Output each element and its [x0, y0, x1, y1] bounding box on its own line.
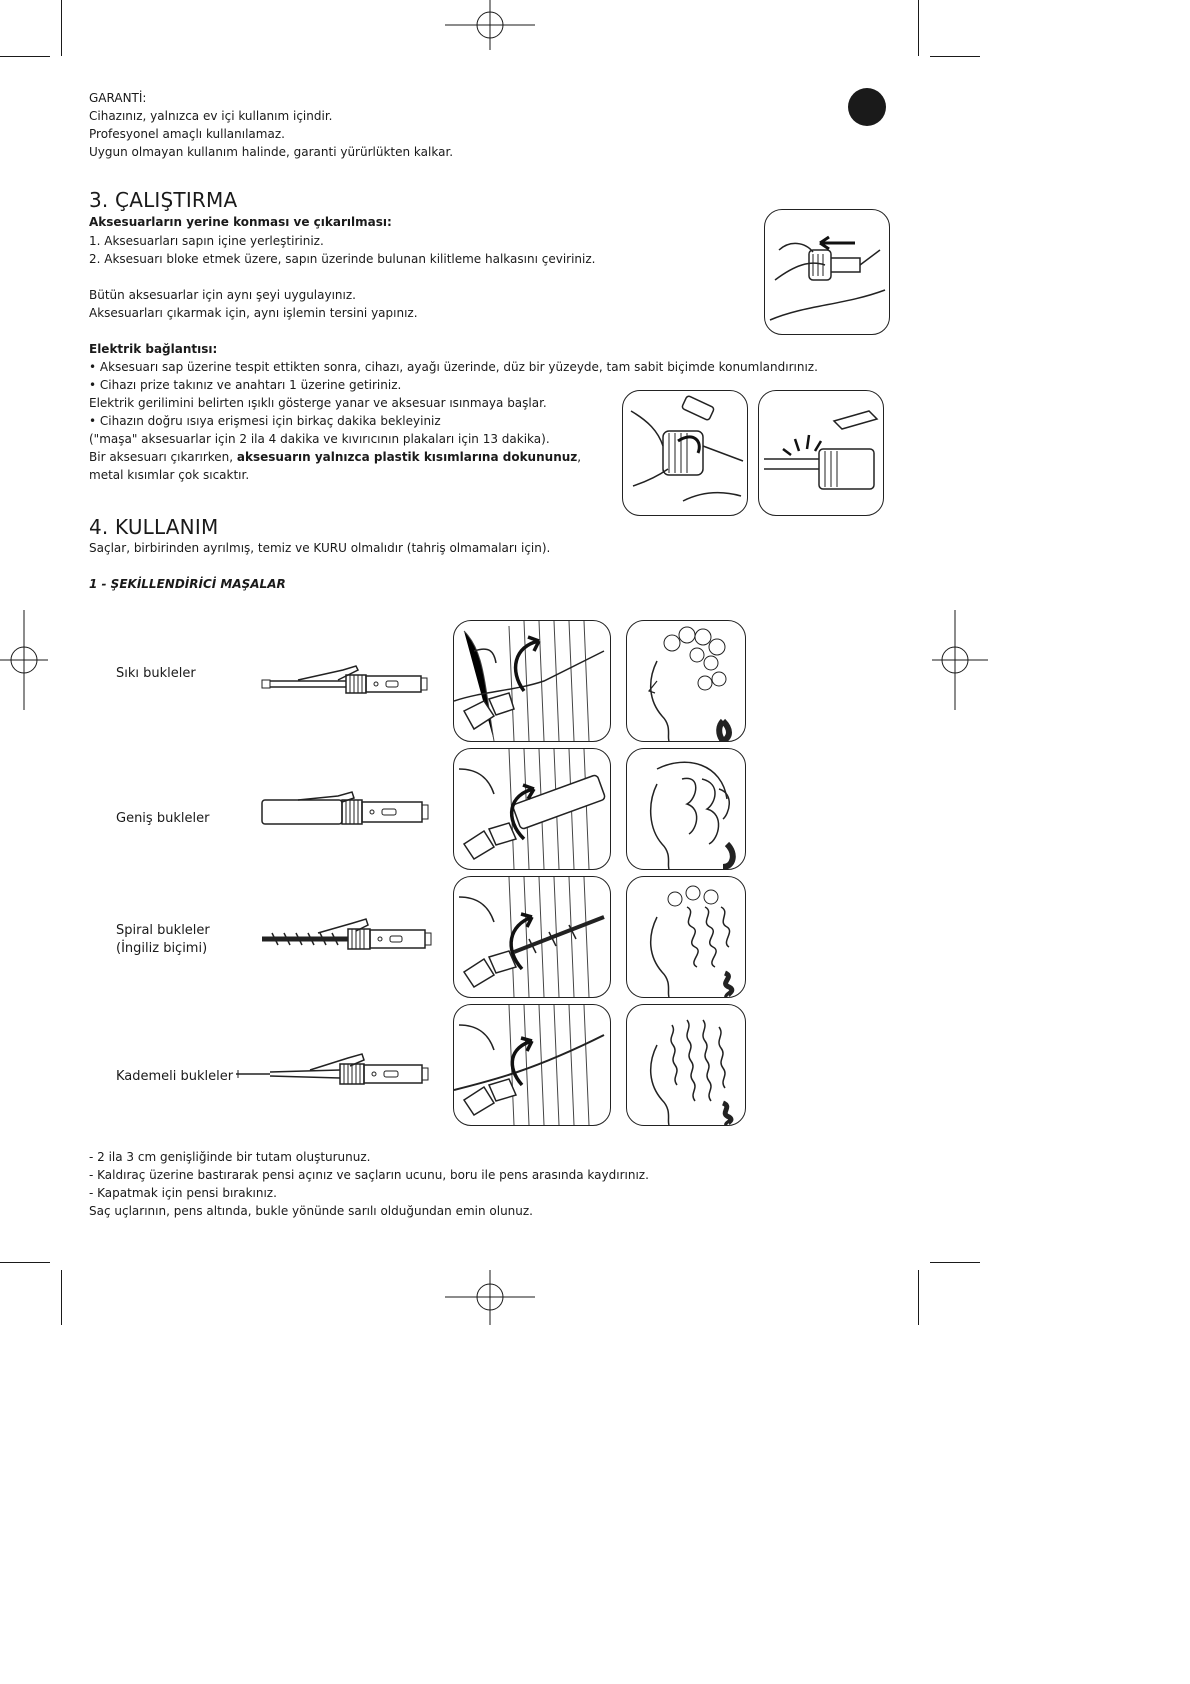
warning-line-2: metal kısımlar çok sıcaktır.	[89, 468, 250, 482]
curl-type-label: Geniş bukleler	[116, 811, 210, 826]
illustration-curling-technique	[453, 748, 611, 870]
warranty-line: Uygun olmayan kullanım halinde, garanti yürürlükten kalkar.	[89, 145, 454, 159]
registration-mark-right	[930, 610, 990, 710]
usage-step: - Kaldıraç üzerine bastırarak pensi açınız ve saçların ucunu, boru ile pens arasında kaydırınız.	[89, 1168, 649, 1182]
registration-mark-top	[440, 0, 540, 60]
tong-loose-curls	[258, 788, 440, 838]
curl-type-label-2: (İngiliz biçimi)	[116, 941, 208, 956]
electric-line: • Cihazın doğru ısıya erişmesi için birkaç dakika bekleyiniz	[89, 414, 441, 428]
registration-mark-bottom	[440, 1270, 540, 1330]
accessories-line: Aksesuarları çıkarmak için, aynı işlemin tersini yapınız.	[89, 306, 418, 320]
tong-spiral-curls	[258, 915, 440, 961]
crop-mark	[0, 1262, 50, 1263]
warning-suffix: ,	[577, 450, 582, 464]
warning-line	[89, 448, 581, 466]
crop-mark	[0, 56, 50, 57]
illustration-result-graduated-curls	[626, 1004, 746, 1126]
illustration-result-tight-curls	[626, 620, 746, 742]
electric-line: • Cihazı prize takınız ve anahtarı 1 üzerine getiriniz.	[89, 378, 402, 392]
tong-graduated-curls	[230, 1050, 442, 1096]
crop-mark	[930, 56, 980, 57]
usage-subheading: 1 - ŞEKİLLENDİRİCİ MAŞALAR	[89, 577, 286, 591]
electric-line: ("maşa" aksesuarlar için 2 ila 4 dakika ve kıvırıcının plakaları için 13 dakika).	[89, 432, 550, 446]
accessories-line: 2. Aksesuarı bloke etmek üzere, sapın üzerinde bulunan kilitleme halkasını çeviriniz.	[89, 252, 596, 266]
usage-step: - Kapatmak için pensi bırakınız.	[89, 1186, 277, 1200]
usage-intro: Saçlar, birbirinden ayrılmış, temiz ve KURU olmalıdır (tahriş olmamaları için).	[89, 541, 551, 555]
warning-bold: aksesuarın yalnızca plastik kısımlarına dokununuz	[236, 450, 578, 464]
illustration-turn-locking-ring	[622, 390, 748, 516]
warranty-heading: GARANTİ:	[89, 91, 147, 105]
accessories-line: Bütün aksesuarlar için aynı şeyi uygulayınız.	[89, 288, 356, 302]
curl-type-label: Sıkı bukleler	[116, 666, 196, 681]
usage-step: Saç uçlarının, pens altında, bukle yönünde sarılı olduğundan emin olunuz.	[89, 1204, 533, 1218]
illustration-attach-accessory	[764, 209, 890, 335]
illustration-curling-technique	[453, 620, 611, 742]
accessories-heading: Aksesuarların yerine konması ve çıkarılması:	[89, 215, 392, 229]
crop-mark	[61, 1270, 62, 1325]
illustration-curling-technique	[453, 1004, 611, 1126]
electric-line: • Aksesuarı sap üzerine tespit ettikten sonra, cihazı, ayağı üzerinde, düz bir yüzeyde, tam sabit biçimde konumlandırınız.	[89, 360, 818, 374]
curl-type-label: Spiral bukleler	[116, 923, 210, 938]
curl-type-label: Kademeli bukleler	[116, 1069, 234, 1084]
section-title-usage: 4. KULLANIM	[89, 515, 219, 539]
crop-mark	[918, 0, 919, 56]
registration-mark-left	[0, 610, 50, 710]
usage-step: - 2 ila 3 cm genişliğinde bir tutam oluşturunuz.	[89, 1150, 371, 1164]
section-title-operation: 3. ÇALIŞTIRMA	[89, 188, 238, 212]
electric-line: Elektrik gerilimini belirten ışıklı gösterge yanar ve aksesuar ısınmaya başlar.	[89, 396, 547, 410]
illustration-result-loose-curls	[626, 748, 746, 870]
illustration-curling-technique	[453, 876, 611, 998]
language-badge	[848, 88, 886, 126]
illustration-hot-metal	[758, 390, 884, 516]
accessories-line: 1. Aksesuarları sapın içine yerleştiriniz.	[89, 234, 324, 248]
tong-tight-curls	[258, 660, 440, 704]
crop-mark	[918, 1270, 919, 1325]
crop-mark	[930, 1262, 980, 1263]
warranty-line: Profesyonel amaçlı kullanılamaz.	[89, 127, 285, 141]
warranty-line: Cihazınız, yalnızca ev içi kullanım içindir.	[89, 109, 333, 123]
illustration-result-spiral-curls	[626, 876, 746, 998]
warning-prefix: Bir aksesuarı çıkarırken,	[89, 450, 237, 464]
crop-mark	[61, 0, 62, 56]
electric-heading: Elektrik bağlantısı:	[89, 342, 218, 356]
